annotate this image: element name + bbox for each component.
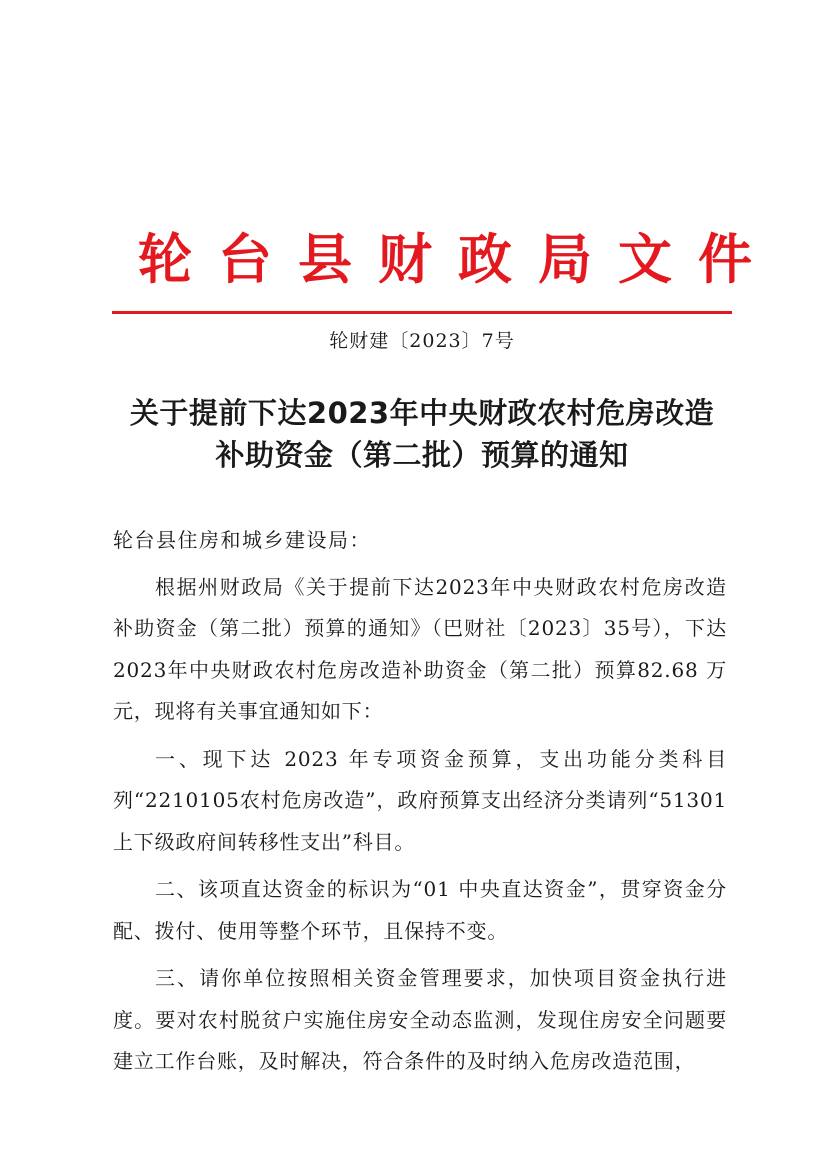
- paragraph-intro: 根据州财政局《关于提前下达2023年中央财政农村危房改造补助资金（第二批）预算的通知》（巴财社〔2023〕35号），下达2023年中央财政农村危房改造补助资金（第二批）预算82.68 万元，现将有关事宜通知如下：: [113, 574, 727, 723]
- paragraph-item-2: 二、该项直达资金的标识为“01 中央直达资金”，贯穿资金分配、拨付、使用等整个环节，且保持不变。: [113, 877, 727, 943]
- paragraph-item-1: 一、现下达 2023 年专项资金预算，支出功能分类科目列“2210105农村危房改造”，政府预算支出经济分类请列“51301上下级政府间转移性支出”科目。: [113, 746, 727, 854]
- document-number: 轮财建〔2023〕7号: [329, 330, 515, 352]
- title-line-2: 补助资金（第二批）预算的通知: [215, 438, 629, 472]
- masthead-red-divider: [112, 311, 732, 314]
- document-masthead: 轮台县财政局文件: [138, 228, 778, 291]
- title-line-1: 关于提前下达2023年中央财政农村危房改造: [129, 396, 715, 430]
- document-body: [113, 520, 727, 1089]
- document-title: [112, 392, 732, 476]
- salutation: 轮台县住房和城乡建设局：: [113, 528, 371, 552]
- paragraph-item-3: 三、请你单位按照相关资金管理要求，加快项目资金执行进度。要对农村脱贫户实施住房安全动态监测，发现住房安全问题要建立工作台账，及时解决，符合条件的及时纳入危房改造范围，: [113, 966, 727, 1073]
